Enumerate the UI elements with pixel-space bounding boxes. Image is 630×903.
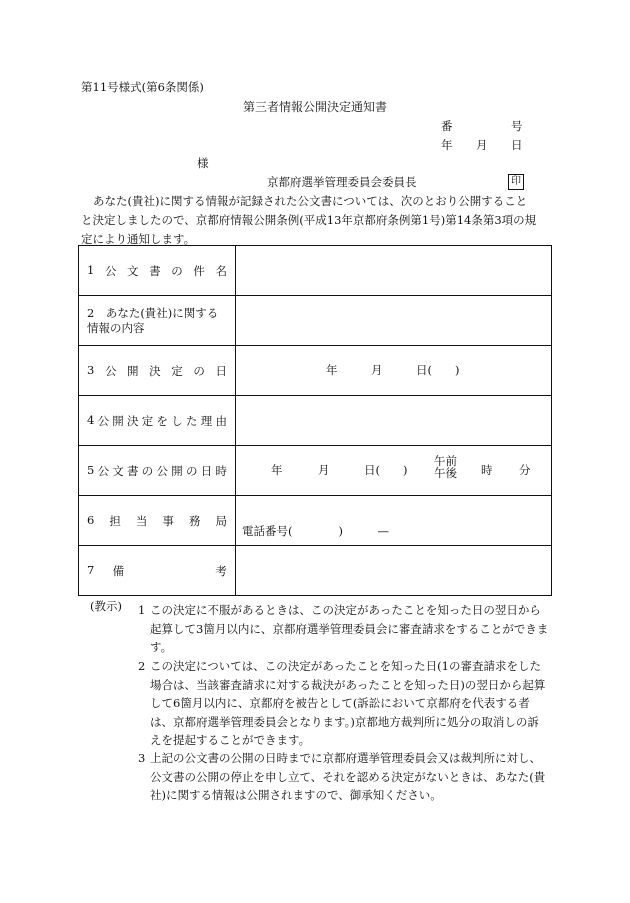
value-document-name[interactable] [236, 246, 552, 296]
label-char: 決 [127, 413, 139, 428]
label-char: 文 [127, 263, 139, 278]
label-char: 備 [112, 563, 125, 578]
label-char: 理 [200, 413, 213, 428]
note-line: は、京都府選挙管理委員会となります。)京都地方裁判所に処分の取消しの訴 [150, 714, 539, 729]
note-line: 公文書の公開の停止を申し立て、それを認める決定がないときは、あなた(貴 [150, 769, 546, 784]
row-decision-reason [79, 396, 552, 446]
number-label: 番 [441, 119, 453, 133]
intro-line: あなた(貴社)に関する情報が記録された公文書については、次のとおり公開すること [93, 194, 528, 208]
addressee-honorific: 様 [197, 156, 209, 170]
label-char: 6 [87, 512, 95, 527]
label-char: 公 [156, 463, 168, 478]
label-char: 開 [127, 363, 139, 378]
minute-label: 分 [519, 463, 531, 477]
label-char: 1 [87, 262, 95, 277]
label-char: 書 [149, 263, 161, 278]
label-char: の [185, 463, 198, 478]
label-char: 4 [87, 412, 95, 427]
label-information-content [79, 296, 236, 346]
form-table [78, 245, 552, 596]
label-char: 局 [215, 513, 227, 528]
label-char: の [141, 463, 154, 478]
label-decision-date [79, 346, 236, 396]
label-char: 公 [97, 463, 110, 478]
number-suffix: 号 [511, 119, 523, 133]
intro-line: と決定しましたので、京都府情報公開条例(平成13年京都府条例第1号)第14条第3項の規 [81, 213, 537, 227]
label-document-name [79, 246, 236, 296]
label-char: 由 [215, 413, 227, 428]
label-char: 書 [127, 463, 139, 478]
note-number: 1 [138, 603, 146, 617]
year-label: 年 [326, 363, 338, 377]
issuer-name: 京都府選挙管理委員会委員長 [267, 175, 417, 189]
note-line: この決定に不服があるときは、この決定があったことを知った日の翌日から [150, 603, 541, 617]
intro-text [81, 192, 551, 249]
label-char: 公 [104, 363, 117, 378]
label-char: 定 [141, 413, 154, 428]
label-char: 開 [112, 413, 124, 428]
document-title: 第三者情報公開決定通知書 [242, 100, 387, 114]
label-char: 7 [87, 562, 95, 577]
label-char: 定 [171, 363, 183, 378]
label-line: 情報の内容 [87, 320, 145, 335]
label-char: 当 [135, 513, 148, 528]
date-year-label: 年 [441, 138, 453, 152]
label-char: の [171, 263, 183, 278]
day-label: 日( ) [416, 363, 460, 377]
label-char: 開 [171, 463, 183, 478]
row-decision-date [79, 346, 552, 396]
note-number: 3 [138, 751, 146, 765]
seal-mark [508, 174, 524, 190]
label-decision-reason [79, 396, 236, 446]
label-char: た [185, 413, 198, 428]
label-disclosure-datetime [79, 446, 236, 496]
note-line: えを提起することができます。 [150, 733, 311, 747]
value-decision-reason[interactable] [236, 396, 552, 446]
row-responsible-office [79, 496, 552, 546]
value-disclosure-datetime[interactable] [236, 446, 552, 496]
form-number: 第11号様式(第6条関係) [81, 80, 204, 94]
label-char: 件 [193, 263, 205, 278]
am-label: 午前 [434, 454, 457, 468]
label-char: 考 [215, 563, 227, 578]
label-char: の [193, 363, 205, 378]
row-information-content [79, 296, 552, 346]
seal-text: 印 [511, 176, 521, 187]
year-label: 年 [271, 463, 283, 477]
month-label: 月 [318, 463, 330, 477]
phone-number-label: 電話番号( ) — [242, 524, 389, 538]
label-char: 務 [188, 513, 201, 528]
note-line: 上記の公文書の公開の日時までに京都府選挙管理委員会又は裁判所に対し、 [150, 751, 541, 765]
value-remarks[interactable] [236, 546, 552, 596]
note-line: 起算して3箇月以内に、京都府選挙管理委員会に審査請求をすることができま [150, 621, 549, 636]
date-day-label: 日 [511, 138, 523, 152]
date-month-label: 月 [476, 138, 488, 152]
intro-line: 定により通知します。 [81, 232, 196, 246]
note-line: この決定については、この決定があったことを知った日(1の審査請求をした [150, 659, 541, 673]
note-number: 2 [138, 659, 146, 673]
label-char: 担 [109, 513, 121, 528]
note-line: 場合は、当該審査請求に対する裁決があったことを知った日)の翌日から起算 [150, 677, 546, 692]
note-line: 社)に関する情報は公開されますので、御承知ください。 [150, 788, 442, 802]
value-decision-date[interactable] [236, 346, 552, 396]
label-char: 日 [200, 463, 213, 478]
label-char: 決 [149, 363, 161, 378]
label-char: 文 [112, 463, 124, 478]
label-char: 5 [87, 462, 95, 477]
label-responsible-office [79, 496, 236, 546]
hour-label: 時 [481, 463, 493, 477]
label-char: 事 [162, 513, 174, 528]
notes-heading: (教示) [90, 599, 122, 613]
label-line: 2 あなた(貴社)に関する [87, 305, 219, 320]
label-char: 公 [104, 263, 117, 278]
label-char: 名 [215, 263, 227, 278]
value-responsible-office[interactable] [236, 496, 552, 546]
value-information-content[interactable] [236, 296, 552, 346]
label-char: 3 [87, 362, 95, 377]
day-label: 日( ) [364, 463, 408, 477]
pm-label: 午後 [434, 465, 457, 480]
label-char: し [171, 413, 183, 428]
note-line: す。 [150, 640, 173, 654]
label-char: 公 [97, 413, 110, 428]
label-remarks [79, 546, 236, 596]
row-remarks [79, 546, 552, 596]
row-document-name [79, 246, 552, 296]
note-line: して6箇月以内に、京都府を被告として(訴訟において京都府を代表する者 [150, 696, 530, 710]
month-label: 月 [371, 363, 383, 377]
label-char: を [156, 413, 168, 428]
label-char: 時 [215, 463, 227, 478]
label-char: 日 [215, 363, 227, 378]
row-disclosure-datetime [79, 446, 552, 496]
